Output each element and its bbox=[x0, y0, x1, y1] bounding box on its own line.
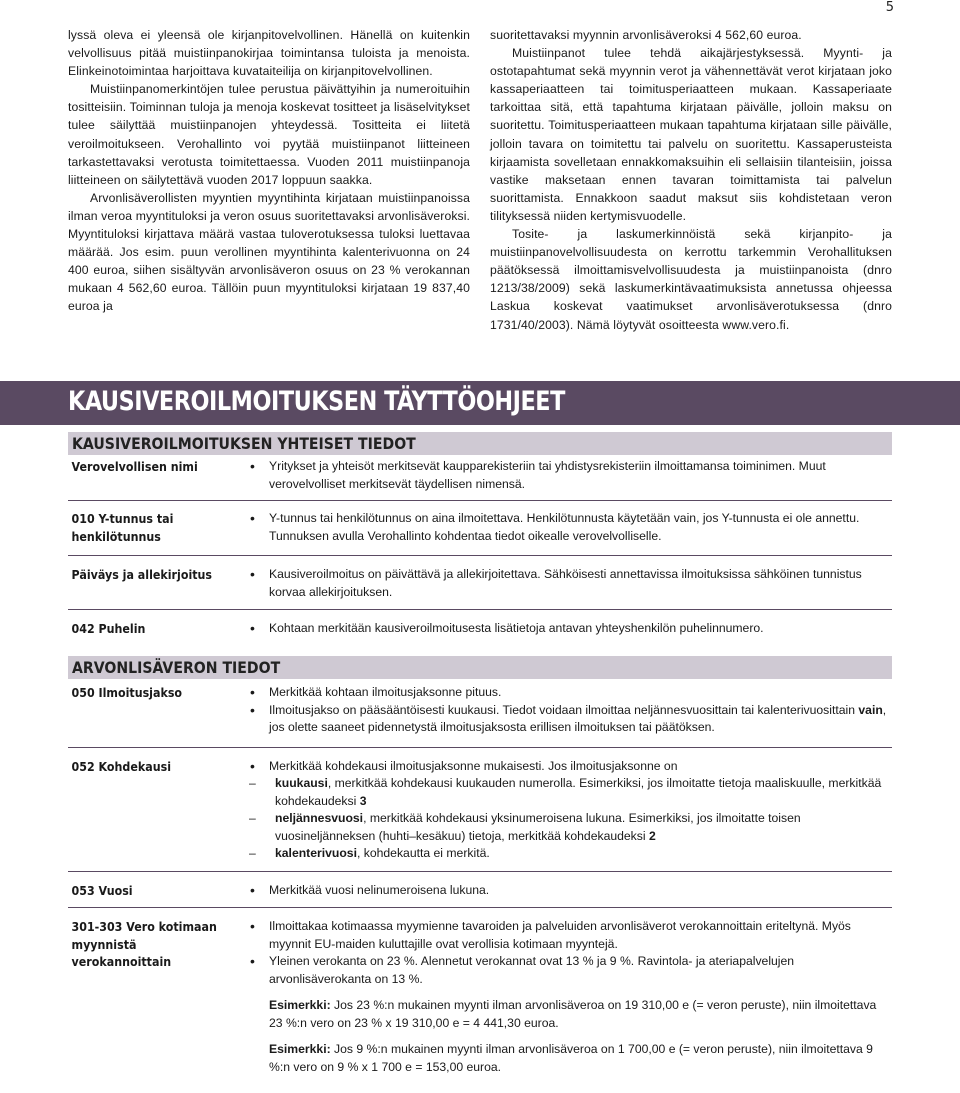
row-label: 050 Ilmoitusjakso bbox=[71, 685, 183, 700]
row-label: 042 Puhelin bbox=[71, 621, 146, 636]
row-content bbox=[247, 882, 892, 900]
row-content bbox=[247, 458, 892, 493]
bullet-item: • Merkitkää kohtaan ilmoitusjaksonne pituus. bbox=[247, 684, 892, 702]
section-vat-info bbox=[68, 656, 892, 1088]
paragraph: suoritettavaksi myynnin arvonlisäveroksi 4 562,60 euroa. bbox=[490, 28, 802, 42]
right-column bbox=[490, 26, 892, 334]
row-content bbox=[247, 510, 892, 545]
example-paragraph: Esimerkki: Jos 9 %:n mukainen myynti ilman arvonlisäveroa on 1 700,00 e (= veron peruste), niin ilmoitettava 9 %:n vero on 9 % x 1 700 e = 153,00 euroa. bbox=[269, 1042, 873, 1074]
main-heading: KAUSIVEROILMOITUKSEN TÄYTTÖOHJEET bbox=[68, 386, 565, 417]
bullet-item: • Ilmoittakaa kotimaassa myymienne tavaroiden ja palveluiden arvonlisäverot verokannoittain eriteltynä. Myös myynnit EU-maiden kuluttajille ovat verollisia kotimaan myyntejä. bbox=[247, 918, 892, 953]
bullet-item: • Yritykset ja yhteisöt merkitsevät kaupparekisteriin tai yhdistysrekisteriin ilmoittamansa toiminimen. Muut verovelvolliset merkitsevät täydellisen nimensä. bbox=[247, 458, 892, 493]
row-label: Verovelvollisen nimi bbox=[71, 459, 198, 474]
paragraph: Muistiinpanomerkintöjen tulee perustua päivättyihin ja numeroituihin tositteisiin. Toiminnan tuloja ja menoja koskevat tositteet ja lisäselvitykset tulee säilyttää muistiinpanojen yhteydessä. Tositteita ei liitetä veroilmoitukseen. Verohallinto voi pyytää muistiinpanot liitteineen tarkastettavaksi verotusta toimitettaessa. Vuoden 2011 muistiinpanoja liitteineen on säilytettävä vuoden 2017 loppuun saakka. bbox=[68, 82, 470, 187]
row-label: 010 Y-tunnus tai henkilötunnus bbox=[71, 511, 174, 544]
paragraph: Tosite- ja laskumerkinnöistä sekä kirjanpito- ja muistiinpanovelvollisuudesta on kerrottu tarkemmin Verohallituksen päätöksessä ilmoittamisvelvollisuudesta ja muistiinpanoista (dnro 1213/38/2009) sekä laskumerkintävaatimuksista annetussa ohjeessa Laskua koskevat vaatimukset arvonlisäverotuksessa (dnro 1731/40/2003). Nämä löytyvät osoitteesta www.vero.fi. bbox=[490, 227, 892, 332]
row-content bbox=[247, 620, 892, 638]
page-number: 5 bbox=[885, 0, 894, 15]
left-column bbox=[68, 26, 470, 334]
row-phone bbox=[68, 610, 892, 650]
bullet-item: • Kausiveroilmoitus on päivättävä ja allekirjoitettava. Sähköisesti annettavissa ilmoituksissa sähköinen tunnistus korvaa allekirjoituksen. bbox=[247, 566, 892, 601]
row-content bbox=[247, 918, 892, 1076]
example-paragraph: Esimerkki: Jos 23 %:n mukainen myynti ilman arvonlisäveroa on 19 310,00 e (= veron peruste), niin ilmoitettava 23 %:n vero on 23 % x 19 310,00 e = 4 441,30 euroa. bbox=[269, 998, 877, 1030]
row-year bbox=[68, 872, 892, 909]
main-heading-band bbox=[0, 381, 960, 425]
bullet-item: • Yleinen verokanta on 23 %. Alennetut verokannat ovat 13 % ja 9 %. Ravintola- ja ateriapalvelujen arvonlisäverokanta on 13 %. bbox=[247, 953, 892, 988]
bullet-item: • Ilmoitusjakso on pääsääntöisesti kuukausi. Tiedot voidaan ilmoittaa neljännesvuosittain tai kalenterivuosittain vain, jos olette saaneet pidennetystä ilmoitusjaksosta erillisen ilmoituksen tai päätöksen. bbox=[247, 702, 892, 737]
section-common-info bbox=[68, 432, 892, 650]
dash-item: – neljännesvuosi, merkitkää kohdekausi yksinumeroisena lukuna. Esimerkiksi, jos ilmoitatte toisen vuosineljänneksen (huhti–kesäkuu) tietoja, merkitkää kohdekaudeksi 2 bbox=[247, 810, 892, 845]
row-reporting-period bbox=[68, 679, 892, 748]
row-business-id bbox=[68, 501, 892, 556]
bullet-item: • Y-tunnus tai henkilötunnus on aina ilmoitettava. Henkilötunnusta käytetään vain, jos Y-tunnusta ei ole annettu. Tunnuksen avulla Verohallinto kohdentaa tiedot oikealle verovelvolliselle. bbox=[247, 510, 892, 545]
row-label: 052 Kohdekausi bbox=[71, 758, 172, 774]
paragraph: Arvonlisäverollisten myyntien myyntihinta kirjataan muistiinpanoissa ilman veroa myyntituloksi ja veron osuus suoritettavaksi arvonlisäveroksi. Myyntituloksi kirjattava määrä vastaa tuloverotuksessa tuloksi luettavaa määrää. Jos esim. puun verollinen myyntihinta kalenterivuonna on 24 400 euroa, siihen sisältyvän arvonlisäveron osuus on 23 % verokannan mukaan 4 562,60 euroa. Tällöin puun myyntituloksi kirjataan 19 837,40 euroa ja bbox=[68, 190, 470, 314]
paragraph: Muistiinpanot tulee tehdä aikajärjestyksessä. Myynti- ja ostotapahtumat sekä myynnin verot ja vähennettävät verot kirjataan joko kassaperiaatteen tai toimitusperiaatteen mukaan. Kassaperiaate tarkoittaa sitä, että tapahtuma kirjataan päivälle, jolloin maksu on suoritettu. Toimitusperiaatteen mukaan tapahtuma kirjataan sille päivälle, jolloin tavara on toimitettu tai palvelu on suoritettu. Kassaperusteista kirjaamista sovelletaan ennakkomaksuihin eli sellaisiin tilanteisiin, joissa vastike maksetaan ennen tavaran toimittamista tai palvelun suorittamista. Ennakkoon saadut maksut siis kohdistetaan veron tilityksessä niiden kertymisvuodelle. bbox=[490, 46, 892, 223]
row-content bbox=[247, 566, 892, 601]
intro-columns bbox=[68, 26, 892, 334]
row-taxpayer-name bbox=[68, 455, 892, 501]
row-content bbox=[247, 758, 892, 863]
row-label: 301-303 Vero kotimaan myynnistä verokannoittain bbox=[71, 919, 217, 969]
dash-item: – kalenterivuosi, kohdekautta ei merkitä. bbox=[247, 845, 892, 863]
bullet-item: • Merkitkää vuosi nelinumeroisena lukuna. bbox=[247, 882, 892, 900]
bullet-item: • Kohtaan merkitään kausiveroilmoitusesta lisätietoja antavan yhteyshenkilön puhelinnumero. bbox=[247, 620, 892, 638]
row-date-signature bbox=[68, 556, 892, 610]
section-heading: ARVONLISÄVERON TIEDOT bbox=[68, 656, 892, 679]
row-domestic-sales-tax bbox=[68, 908, 892, 1088]
row-label: 053 Vuosi bbox=[71, 882, 133, 898]
row-target-period bbox=[68, 748, 892, 872]
dash-item: – kuukausi, merkitkää kohdekausi kuukauden numerolla. Esimerkiksi, jos ilmoitatte tietoja maaliskuulle, merkitkää kohdekaudeksi 3 bbox=[247, 775, 892, 810]
bullet-item: • Merkitkää kohdekausi ilmoitusjaksonne mukaisesti. Jos ilmoitusjaksonne on bbox=[247, 758, 892, 776]
row-content bbox=[247, 684, 892, 737]
row-label: Päiväys ja allekirjoitus bbox=[71, 567, 213, 582]
paragraph: lyssä oleva ei yleensä ole kirjanpitovelvollinen. Hänellä on kuitenkin velvollisuus pitää muistiinpanokirjaa toimintansa tuloista ja menoista. Elinkeinotoimintaa harjoittava kuvataiteilija on kirjanpitovelvollinen. bbox=[68, 28, 470, 79]
section-heading: KAUSIVEROILMOITUKSEN YHTEISET TIEDOT bbox=[68, 432, 892, 455]
